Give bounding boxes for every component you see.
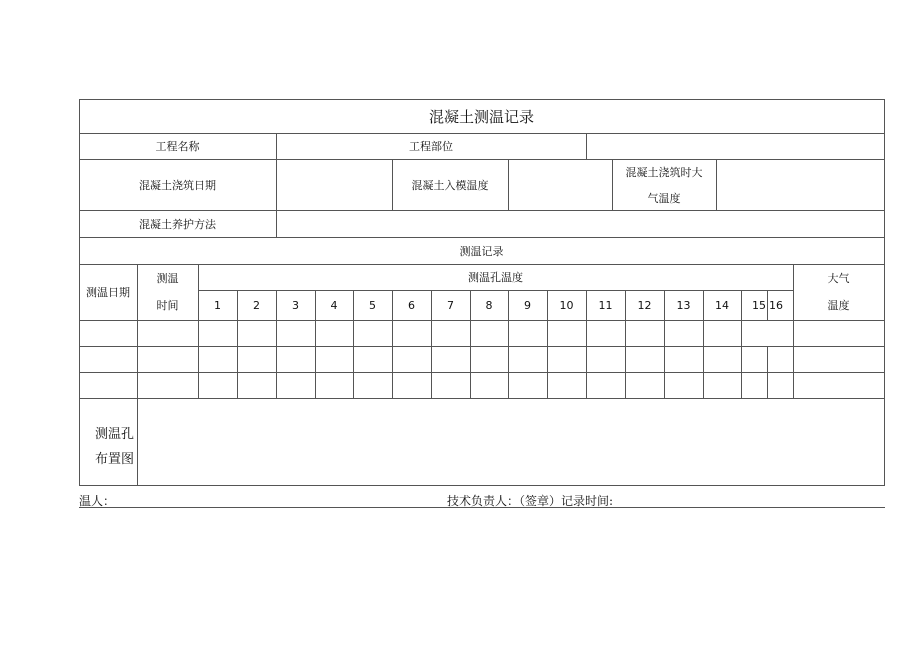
- hole-number-8: 8: [485, 298, 493, 312]
- data-cell[interactable]: [703, 346, 741, 372]
- data-cell[interactable]: [793, 346, 884, 372]
- hole-number-7: 7: [447, 298, 454, 312]
- border-line: [276, 159, 277, 210]
- time-header-line1: 测温: [156, 272, 179, 285]
- border-line: [612, 159, 613, 210]
- data-cell[interactable]: [198, 372, 237, 398]
- data-cell[interactable]: [664, 372, 703, 398]
- hole-number-14: 14: [715, 298, 729, 312]
- border-line: [79, 99, 885, 100]
- data-cell[interactable]: [793, 372, 884, 398]
- project-part-value[interactable]: [586, 133, 884, 159]
- border-line: [793, 264, 794, 398]
- data-cell[interactable]: [586, 372, 625, 398]
- data-cell[interactable]: [470, 320, 508, 346]
- border-line: [716, 159, 717, 210]
- data-cell[interactable]: [625, 372, 664, 398]
- border-line: [392, 159, 393, 210]
- border-line: [470, 290, 471, 398]
- hole-number-13: 13: [676, 298, 691, 312]
- data-cell[interactable]: [198, 320, 237, 346]
- hole-number-9: 9: [524, 298, 531, 312]
- atm-header-line2: 温度: [827, 299, 850, 312]
- air-temp-label-line2: 气温度: [647, 192, 681, 205]
- data-cell[interactable]: [703, 372, 741, 398]
- border-line: [137, 398, 138, 486]
- border-line: [79, 346, 885, 347]
- pour-date-label: 混凝土浇筑日期: [139, 178, 216, 192]
- layout-label-line1: 测温孔: [94, 426, 134, 442]
- data-cell[interactable]: [508, 346, 547, 372]
- pour-date-value[interactable]: [276, 159, 392, 210]
- data-cell[interactable]: [625, 346, 664, 372]
- date-header: 测温日期: [86, 286, 130, 299]
- border-line: [79, 99, 80, 486]
- data-cell[interactable]: [276, 372, 315, 398]
- border-line: [79, 320, 885, 321]
- mold-temp-label: 混凝土入模温度: [411, 178, 489, 192]
- data-cell[interactable]: [625, 320, 664, 346]
- border-line: [586, 133, 587, 159]
- data-cell[interactable]: [547, 346, 586, 372]
- border-line: [79, 398, 885, 399]
- layout-label-line2: 布置图: [94, 451, 134, 467]
- curing-method-label: 混凝土养护方法: [139, 217, 216, 231]
- border-line: [353, 290, 354, 398]
- data-cell[interactable]: [353, 372, 392, 398]
- border-line: [198, 264, 199, 398]
- border-line: [79, 237, 885, 238]
- air-temp-label-line1: 混凝土浇筑时大: [625, 166, 703, 179]
- data-cell[interactable]: [547, 320, 586, 346]
- border-line: [79, 485, 885, 486]
- border-line: [79, 133, 885, 134]
- data-cell[interactable]: [547, 372, 586, 398]
- project-part-label: 工程部位: [409, 140, 453, 153]
- data-cell[interactable]: [353, 346, 392, 372]
- hole-number-2: 2: [253, 298, 260, 312]
- hole-number-16: 16: [769, 298, 783, 312]
- data-cell[interactable]: [315, 372, 353, 398]
- data-cell[interactable]: [276, 346, 315, 372]
- border-line: [586, 290, 587, 398]
- data-cell[interactable]: [237, 320, 276, 346]
- data-cell[interactable]: [392, 372, 431, 398]
- curing-method-value[interactable]: [276, 210, 884, 237]
- border-line: [79, 372, 885, 373]
- air-temp-value[interactable]: [716, 159, 884, 210]
- atm-header-line1: 大气: [827, 272, 850, 285]
- border-line: [508, 290, 509, 398]
- hole-number-3: 3: [292, 298, 299, 312]
- data-cell[interactable]: [79, 320, 137, 346]
- footer-left: 温人：: [79, 494, 116, 508]
- border-line: [392, 290, 393, 398]
- data-cell[interactable]: [276, 320, 315, 346]
- border-line: [741, 290, 742, 398]
- data-cell[interactable]: [767, 372, 793, 398]
- hole-temp-header: 测温孔温度: [468, 271, 523, 284]
- data-cell[interactable]: [431, 346, 470, 372]
- border-line: [79, 264, 885, 265]
- data-cell[interactable]: [703, 320, 741, 346]
- hole-number-12: 12: [637, 298, 652, 312]
- data-cell[interactable]: [315, 346, 353, 372]
- data-cell[interactable]: [767, 320, 793, 346]
- data-cell[interactable]: [508, 372, 547, 398]
- data-cell[interactable]: [741, 346, 767, 372]
- hole-number-1: 1: [214, 298, 221, 312]
- data-cell[interactable]: [741, 372, 767, 398]
- border-line: [664, 290, 665, 398]
- data-cell[interactable]: [470, 372, 508, 398]
- border-line: [767, 346, 768, 398]
- border-line: [508, 159, 509, 210]
- data-cell[interactable]: [137, 372, 198, 398]
- border-line: [625, 290, 626, 398]
- hole-number-15: 15: [752, 298, 766, 312]
- border-line: [79, 159, 885, 160]
- data-cell[interactable]: [392, 320, 431, 346]
- data-cell[interactable]: [198, 346, 237, 372]
- data-cell[interactable]: [79, 346, 137, 372]
- border-line: [237, 290, 238, 398]
- data-cell[interactable]: [237, 346, 276, 372]
- data-cell[interactable]: [741, 320, 767, 346]
- hole-number-5: 5: [369, 298, 376, 312]
- border-line: [276, 210, 277, 237]
- data-cell[interactable]: [392, 346, 431, 372]
- border-line: [276, 290, 277, 398]
- hole-number-10: 10: [559, 298, 574, 312]
- data-cell[interactable]: [767, 346, 793, 372]
- data-cell[interactable]: [431, 320, 470, 346]
- border-line: [315, 290, 316, 398]
- data-cell[interactable]: [793, 320, 884, 346]
- hole-number-11: 11: [598, 298, 613, 312]
- border-line: [767, 290, 768, 320]
- border-line: [276, 133, 277, 159]
- border-line: [137, 264, 138, 398]
- data-cell[interactable]: [664, 320, 703, 346]
- time-header-line2: 时间: [156, 299, 179, 312]
- data-cell[interactable]: [237, 372, 276, 398]
- form-title: 混凝土测温记录: [428, 107, 534, 126]
- data-cell[interactable]: [137, 320, 198, 346]
- data-cell[interactable]: [586, 320, 625, 346]
- border-line: [547, 290, 548, 398]
- data-cell[interactable]: [79, 372, 137, 398]
- data-cell[interactable]: [586, 346, 625, 372]
- data-cell[interactable]: [315, 320, 353, 346]
- data-cell[interactable]: [470, 346, 508, 372]
- project-name-label: 工程名称: [155, 140, 200, 153]
- border-line: [431, 290, 432, 398]
- data-cell[interactable]: [508, 320, 547, 346]
- layout-drawing-area[interactable]: [137, 398, 884, 485]
- data-cell[interactable]: [353, 320, 392, 346]
- data-cell[interactable]: [664, 346, 703, 372]
- data-cell[interactable]: [137, 346, 198, 372]
- footer-right: 技术负责人：（签章）记录时间:: [447, 494, 614, 508]
- hole-number-4: 4: [330, 298, 338, 312]
- border-line: [884, 99, 885, 486]
- border-line: [79, 210, 885, 211]
- section-label: 测温记录: [459, 244, 504, 258]
- hole-number-6: 6: [408, 298, 415, 312]
- border-line: [703, 290, 704, 398]
- data-cell[interactable]: [431, 372, 470, 398]
- mold-temp-value[interactable]: [508, 159, 612, 210]
